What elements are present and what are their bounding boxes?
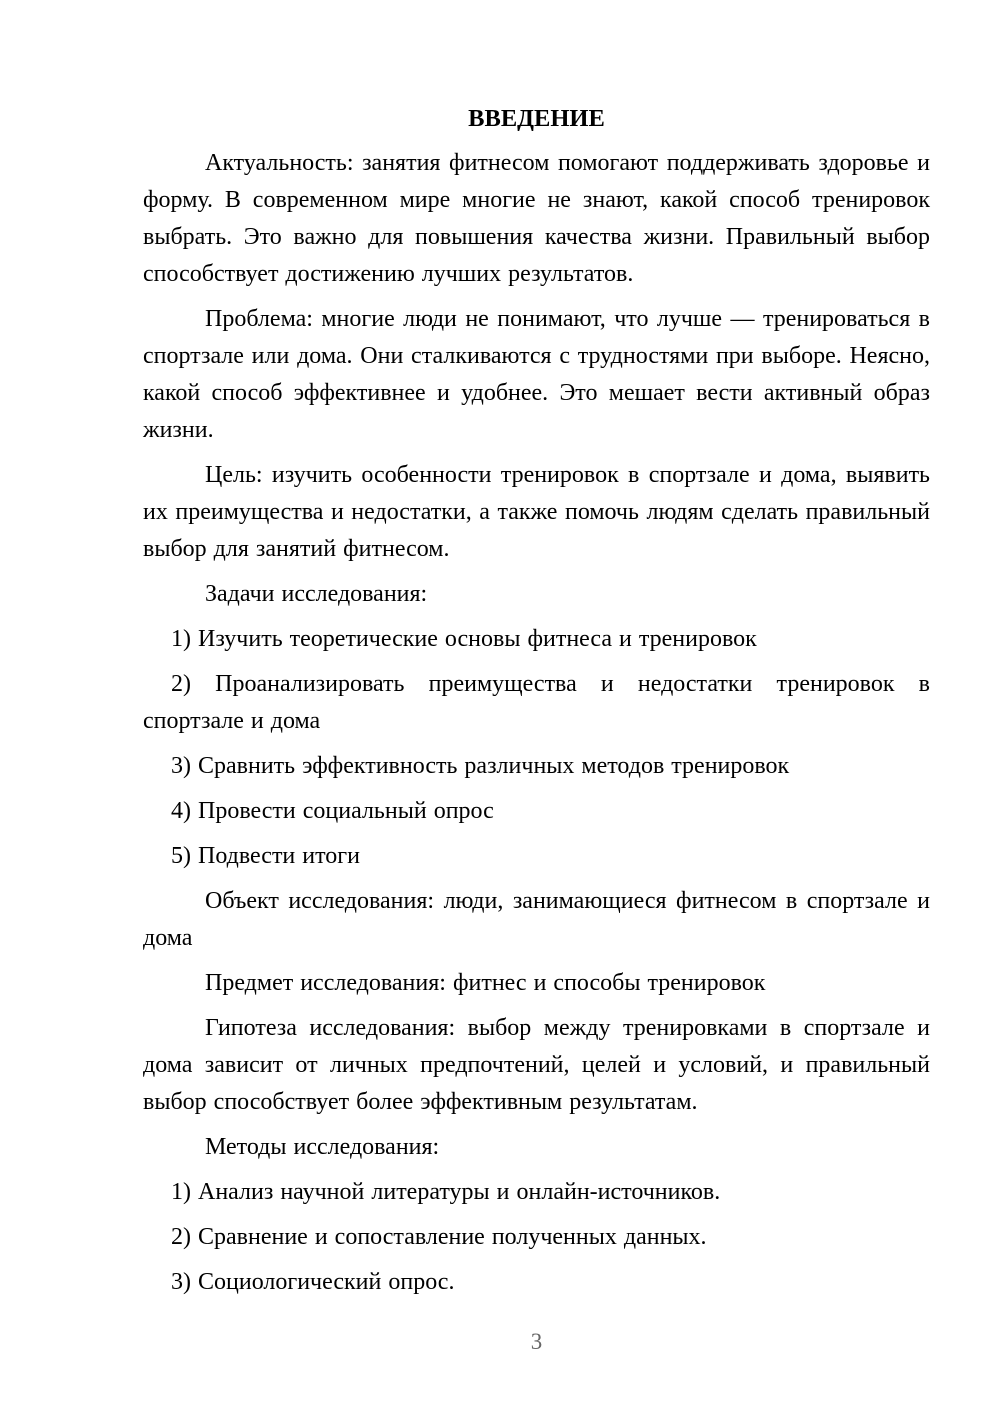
paragraph-tasks-heading: Задачи исследования:	[205, 581, 428, 607]
paragraph-object: Объект исследования: люди, занимающиеся фитнесом в спортзале и дома	[143, 888, 930, 951]
paragraph-problem: Проблема: многие люди не понимают, что лучше — тренироваться в спортзале или дома. Они сталкиваются с трудностями при выборе. Неясно, какой способ эффективнее и удобнее. Это мешает вести активный образ жизни.	[143, 306, 930, 443]
list-item-method-3: 3) Социологический опрос.	[171, 1269, 455, 1295]
paragraph-goal: Цель: изучить особенности тренировок в спортзале и дома, выявить их преимущества и недостатки, а также помочь людям сделать правильный выбор для занятий фитнесом.	[143, 462, 930, 562]
list-item-task-1: 1) Изучить теоретические основы фитнеса и тренировок	[171, 626, 757, 652]
list-item-method-2: 2) Сравнение и сопоставление полученных данных.	[171, 1224, 707, 1250]
list-item-task-4: 4) Провести социальный опрос	[171, 798, 494, 824]
paragraph-subject: Предмет исследования: фитнес и способы тренировок	[205, 970, 766, 996]
list-item-task-5: 5) Подвести итоги	[171, 843, 360, 869]
page-title: ВВЕДЕНИЕ	[468, 105, 605, 132]
page-number: 3	[530, 1329, 543, 1354]
paragraph-relevance: Актуальность: занятия фитнесом помогают поддерживать здоровье и форму. В современном мире многие не знают, какой способ тренировок выбрать. Это важно для повышения качества жизни. Правильный выбор способствует достижению лучших результатов.	[143, 150, 930, 287]
list-item-method-1: 1) Анализ научной литературы и онлайн-источников.	[171, 1179, 721, 1205]
paragraph-methods-heading: Методы исследования:	[205, 1134, 440, 1160]
list-item-task-3: 3) Сравнить эффективность различных методов тренировок	[171, 753, 790, 779]
document-body	[143, 100, 930, 1309]
paragraph-hypothesis: Гипотеза исследования: выбор между тренировками в спортзале и дома зависит от личных предпочтений, целей и условий, и правильный выбор способствует более эффективным результатам.	[143, 1015, 930, 1115]
page-footer	[143, 1327, 930, 1357]
list-item-task-2: 2) Проанализировать преимущества и недостатки тренировок в спортзале и дома	[143, 671, 930, 734]
